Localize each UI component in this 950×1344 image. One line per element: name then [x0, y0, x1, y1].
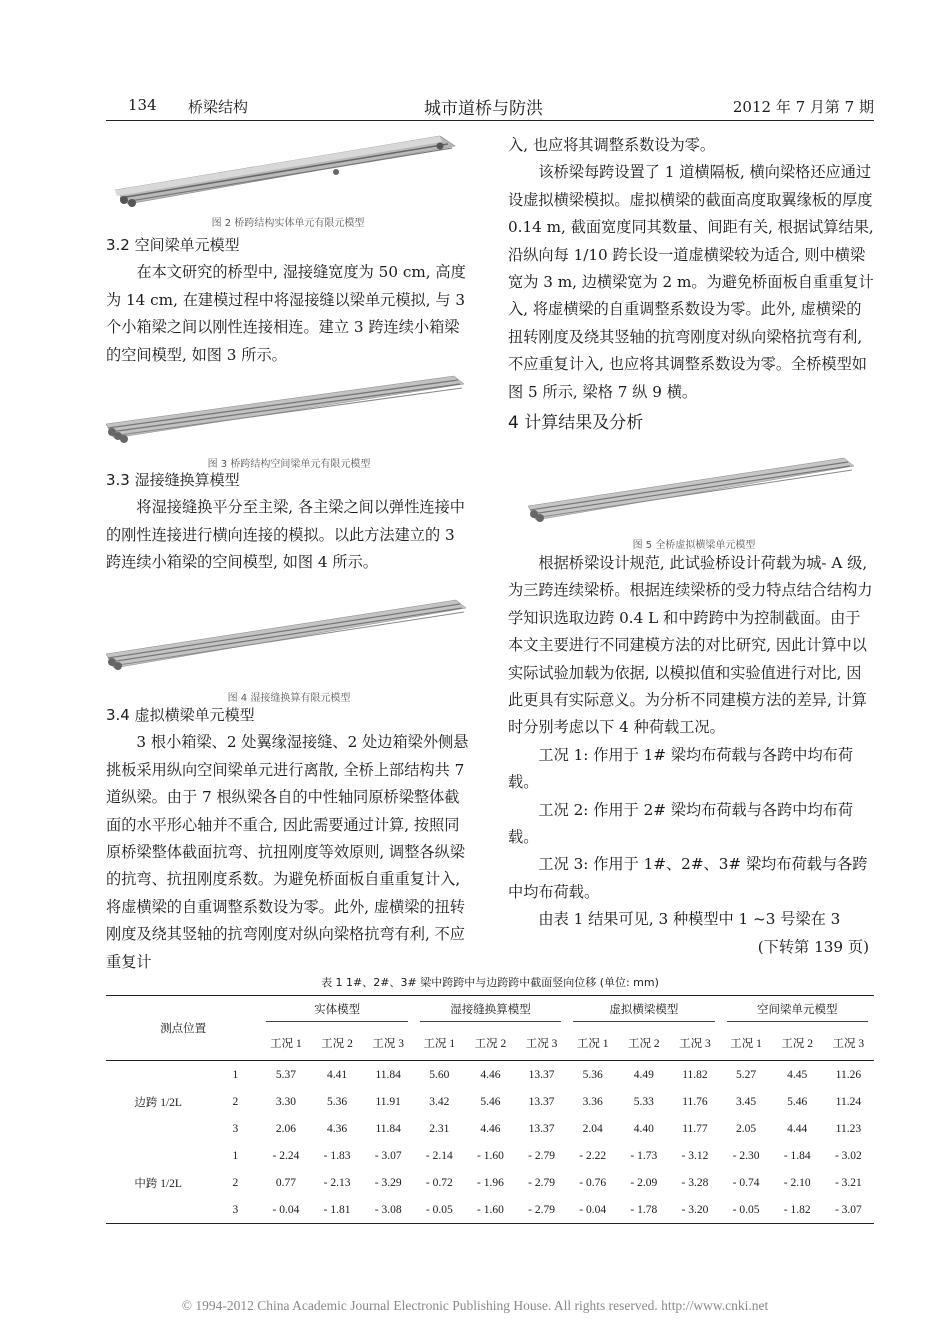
- value-cell: - 1.96: [477, 1176, 504, 1189]
- case-header-cell: 工况 3: [372, 1038, 405, 1050]
- value-cell: 5.33: [633, 1095, 654, 1108]
- value-cell: - 3.29: [374, 1176, 402, 1189]
- page-number: 134: [128, 96, 157, 114]
- value-cell: - 2.22: [579, 1149, 607, 1162]
- table-header-row: [106, 996, 874, 1027]
- value-cell: - 0.74: [732, 1176, 760, 1189]
- case-header-cell: 工况 1: [270, 1038, 302, 1050]
- continued-note: (下转第 139 页): [757, 937, 869, 956]
- figure-3-image: [104, 372, 466, 448]
- section-name: 桥梁结构: [188, 98, 249, 116]
- value-cell: - 2.79: [528, 1203, 555, 1216]
- value-cell: - 2.13: [323, 1176, 351, 1189]
- value-cell: 4.49: [633, 1068, 654, 1081]
- value-cell: - 3.20: [681, 1203, 709, 1216]
- value-cell: - 3.07: [374, 1149, 402, 1162]
- figure-4-image: [104, 596, 466, 678]
- value-cell: 2.04: [582, 1122, 603, 1135]
- value-cell: - 0.76: [579, 1176, 607, 1189]
- issue-info: 2012 年 7 月第 7 期: [732, 98, 874, 116]
- table-1-caption: 表 1 1#、2#、3# 梁中跨跨中与边跨跨中截面竖向位移 (单位: mm): [321, 976, 659, 989]
- left-column: [106, 232, 473, 369]
- beam-number: 3: [232, 1122, 239, 1135]
- value-cell: - 0.05: [425, 1203, 453, 1216]
- table-header-position: 测点位置: [160, 1023, 207, 1035]
- value-cell: - 3.07: [834, 1203, 862, 1216]
- beam-number: 1: [232, 1149, 239, 1162]
- value-cell: - 3.28: [681, 1176, 709, 1189]
- right-paragraph-0: 入, 也应将其调整系数设为零。: [508, 136, 716, 154]
- group-label: 边跨 1/2L: [134, 1096, 182, 1109]
- value-cell: 11.23: [835, 1122, 862, 1135]
- value-cell: - 2.10: [783, 1176, 811, 1189]
- value-cell: 5.46: [480, 1095, 501, 1108]
- value-cell: - 1.84: [783, 1149, 811, 1162]
- value-cell: - 1.60: [477, 1149, 504, 1162]
- table-1: [106, 995, 874, 1224]
- table-row: [106, 1142, 874, 1169]
- section-3-2-paragraph: 在本文研究的桥型中, 湿接缝宽度为 50 cm, 高度为 14 cm, 在建模过程中将湿接缝以梁单元模拟, 与 3 个小箱梁之间以刚性连接相连。建立 3 跨连续小箱梁的空间模型, 如图 3 所示。: [106, 263, 466, 364]
- value-cell: - 0.72: [425, 1176, 453, 1189]
- value-cell: 3.42: [429, 1095, 450, 1108]
- figure-5-caption: 图 5 全桥虚拟横梁单元模型: [632, 540, 756, 551]
- case-header-cell: 工况 3: [679, 1038, 711, 1050]
- running-header: [106, 96, 874, 121]
- beam-number: 1: [232, 1068, 239, 1081]
- value-cell: - 2.09: [630, 1176, 658, 1189]
- value-cell: 5.27: [736, 1068, 757, 1081]
- figure-2-caption: 图 2 桥跨结构实体单元有限元模型: [211, 218, 365, 229]
- value-cell: 2.05: [736, 1122, 757, 1135]
- beam-number: 2: [232, 1176, 239, 1189]
- value-cell: 2.06: [275, 1122, 297, 1135]
- case-header-cell: 工况 2: [474, 1038, 507, 1050]
- value-cell: 5.46: [787, 1095, 808, 1108]
- value-cell: 11.24: [835, 1095, 862, 1108]
- group-label: 中跨 1/2L: [134, 1177, 182, 1190]
- table-row: [106, 1169, 874, 1196]
- value-cell: - 1.83: [323, 1149, 351, 1162]
- figure-5-image: [526, 454, 856, 530]
- value-cell: 11.84: [375, 1122, 401, 1135]
- value-cell: 5.36: [582, 1068, 603, 1081]
- value-cell: 4.45: [787, 1068, 808, 1081]
- right-column: [508, 132, 875, 437]
- case-header-cell: 工况 2: [628, 1038, 660, 1050]
- model-header-solid: 实体模型: [266, 1001, 407, 1022]
- section-3-4-title: 3.4 虚拟横梁单元模型: [106, 706, 255, 724]
- model-header-wet-joint: 湿接缝换算模型: [420, 1001, 561, 1022]
- value-cell: 11.82: [682, 1068, 708, 1081]
- section-3-4-paragraph: 3 根小箱梁、2 处翼缘湿接缝、2 处边箱梁外侧悬挑板采用纵向空间梁单元进行离散, 全桥上部结构共 7 道纵梁。由于 7 根纵梁各自的中性轴同原桥梁整体截面的水平形心轴并不重合, 因此需要通过计算, 按照同原桥梁整体截面抗弯、抗扭刚度等效原则, 调整各纵梁的抗弯、抗扭刚度系数。为避免桥面板自重重复计入, 将虚横梁的自重调整系数设为零。此外, 虚横梁的扭转刚度及绕其竖轴的抗弯刚度对纵向梁格抗弯有利, 不应重复计: [106, 733, 469, 971]
- figure-2-image: [110, 128, 460, 210]
- value-cell: - 1.78: [630, 1203, 658, 1216]
- value-cell: 13.37: [528, 1068, 555, 1081]
- value-cell: 4.36: [327, 1122, 348, 1135]
- right-paragraph-2: 根据桥梁设计规范, 此试验桥设计荷载为城- A 级, 为三跨连续梁桥。根据连续梁桥的受力特点结合结构力学知识选取边跨 0.4 L 和中跨跨中为控制截面。由于本文主要进行不同建模方法的对比研究, 因此计算中以实际试验加载为依据, 以模拟值和实验值进行对比, 因此更具有实际意义。为分析不同建模方法的差异, 计算时分别考虑以下 4 种荷载工况。: [508, 554, 873, 737]
- load-case-2: 工况 2: 作用于 2# 梁均布荷载与各跨中均布荷载。: [508, 800, 854, 847]
- value-cell: 11.26: [835, 1068, 862, 1081]
- value-cell: 2.31: [429, 1122, 450, 1135]
- case-header-cell: 工况 3: [525, 1038, 558, 1050]
- table-row: [106, 1088, 874, 1115]
- value-cell: - 1.73: [630, 1149, 658, 1162]
- case-header-cell: 工况 1: [423, 1038, 456, 1050]
- value-cell: - 1.81: [323, 1203, 351, 1216]
- value-cell: 13.37: [528, 1122, 555, 1135]
- case-header-cell: 工况 2: [781, 1038, 814, 1050]
- model-header-space-beam: 空间梁单元模型: [727, 1001, 868, 1022]
- case-header-cell: 工况 1: [576, 1038, 609, 1050]
- figure-3-caption: 图 3 桥跨结构空间梁单元有限元模型: [207, 459, 371, 470]
- value-cell: 11.84: [375, 1068, 401, 1081]
- value-cell: 13.37: [528, 1095, 555, 1108]
- value-cell: - 1.82: [783, 1203, 811, 1216]
- right-column-lower: [508, 550, 875, 961]
- value-cell: - 0.05: [732, 1203, 760, 1216]
- value-cell: - 2.79: [528, 1149, 555, 1162]
- value-cell: 4.46: [480, 1122, 501, 1135]
- left-column-3-4: [106, 702, 473, 976]
- value-cell: - 2.24: [272, 1149, 300, 1162]
- beam-number: 3: [232, 1203, 239, 1216]
- value-cell: 3.36: [582, 1095, 603, 1108]
- right-paragraph-3: 由表 1 结果可见, 3 种模型中 1 ~3 号梁在 3: [538, 910, 841, 929]
- beam-number: 2: [232, 1095, 239, 1108]
- value-cell: 3.45: [736, 1095, 757, 1108]
- value-cell: 0.77: [275, 1176, 297, 1189]
- value-cell: - 2.30: [732, 1149, 760, 1162]
- value-cell: 4.46: [480, 1068, 501, 1081]
- right-paragraph-1: 该桥梁每跨设置了 1 道横隔板, 横向梁格还应通过设虚拟横梁模拟。虚拟横梁的截面高度取翼缘板的厚度 0.14 m, 截面宽度同其数量、间距有关, 根据试算结果, 沿纵向每 1/10 跨长设一道虚横梁较为适合, 则中横梁宽为 3 m, 边横梁宽为 2 m。为避免桥面板自重重复计入, 将虚横梁的自重调整系数设为零。此外, 虚横梁的扭转刚度及绕其竖轴的抗弯刚度对纵向梁格抗弯有利, 不应重复计入, 也应将其调整系数设为零。全桥模型如图 5 所示, 梁格 7 纵 9 横。: [508, 163, 874, 401]
- case-header-cell: 工况 2: [321, 1038, 353, 1050]
- value-cell: 11.91: [375, 1095, 401, 1108]
- load-case-1: 工况 1: 作用于 1# 梁均布荷载与各跨中均布荷载。: [508, 745, 854, 792]
- value-cell: 11.76: [682, 1095, 708, 1108]
- value-cell: 5.60: [429, 1068, 450, 1081]
- case-header-cell: 工况 1: [730, 1038, 762, 1050]
- value-cell: - 0.04: [579, 1203, 607, 1216]
- value-cell: - 3.12: [681, 1149, 709, 1162]
- figure-4-caption: 图 4 湿接缝换算有限元模型: [227, 693, 351, 704]
- table-row: [106, 1115, 874, 1142]
- value-cell: - 3.02: [834, 1149, 862, 1162]
- table-row: [106, 1196, 874, 1224]
- load-case-3: 工况 3: 作用于 1#、2#、3# 梁均布荷载与各跨中均布荷载。: [508, 855, 868, 901]
- section-3-3-title: 3.3 湿接缝换算模型: [106, 471, 240, 489]
- value-cell: - 1.60: [477, 1203, 504, 1216]
- value-cell: 5.37: [275, 1068, 297, 1081]
- table-row: [106, 1061, 874, 1089]
- section-3-3-paragraph: 将湿接缝换平分至主梁, 各主梁之间以弹性连接中的刚性连接进行横向连接的模拟。以此方法建立的 3 跨连续小箱梁的空间模型, 如图 4 所示。: [106, 498, 465, 572]
- value-cell: - 0.04: [272, 1203, 300, 1216]
- model-header-virtual-beam: 虚拟横梁模型: [573, 1001, 714, 1022]
- value-cell: 4.44: [787, 1122, 808, 1135]
- section-3-2-title: 3.2 空间梁单元模型: [106, 236, 240, 254]
- value-cell: 5.36: [327, 1095, 348, 1108]
- journal-title: 城市道桥与防洪: [424, 99, 543, 119]
- value-cell: 4.40: [633, 1122, 654, 1135]
- section-4-title: 4 计算结果及分析: [508, 413, 644, 434]
- value-cell: - 2.14: [425, 1149, 453, 1162]
- copyright-footer: © 1994-2012 China Academic Journal Electronic Publishing House. All rights reserved. http://www.cnki.net: [181, 1298, 769, 1313]
- value-cell: 4.41: [327, 1068, 348, 1081]
- value-cell: 11.77: [682, 1122, 708, 1135]
- left-column-3-3: [106, 467, 473, 577]
- value-cell: 3.30: [275, 1095, 297, 1108]
- value-cell: - 2.79: [528, 1176, 555, 1189]
- case-header-cell: 工况 3: [832, 1038, 865, 1050]
- value-cell: - 3.08: [374, 1203, 402, 1216]
- value-cell: - 3.21: [834, 1176, 862, 1189]
